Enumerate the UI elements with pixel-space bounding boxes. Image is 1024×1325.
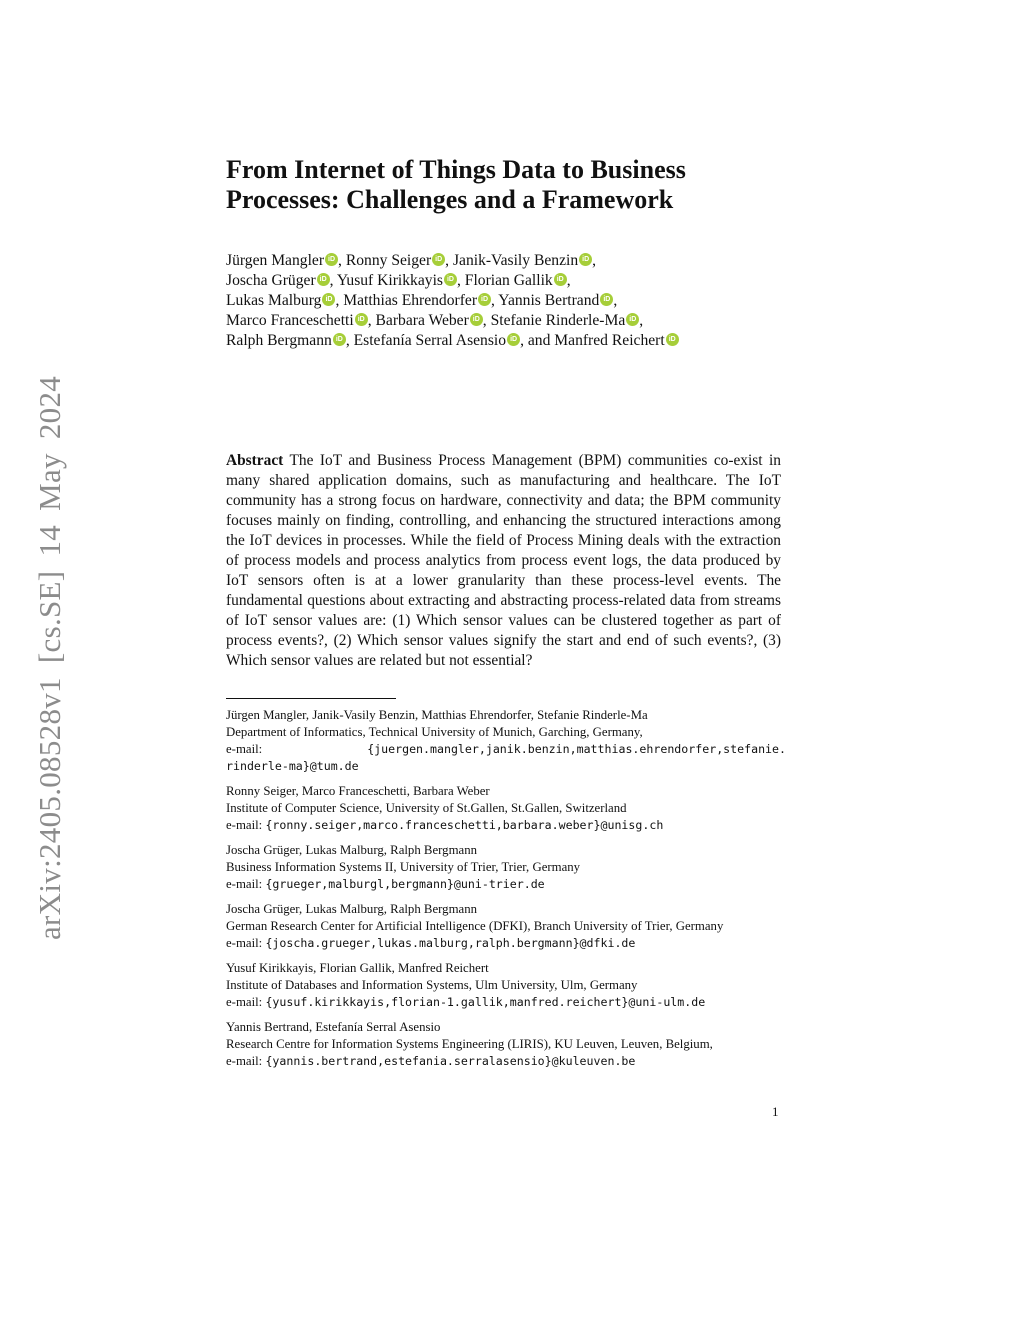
author-name: Joscha Grüger [226, 272, 316, 289]
author-name: Ralph Bergmann [226, 332, 332, 349]
affiliation-institution: Institute of Computer Science, University of St.Gallen, St.Gallen, Switzerland [226, 801, 627, 815]
email-address[interactable]: {joscha.grueger,lukas.malburg,ralph.bergmann}@dfki.de [265, 936, 636, 950]
author-separator: , and [520, 332, 555, 349]
orcid-icon[interactable]: iD [432, 253, 445, 266]
email-label: e-mail: [226, 818, 263, 832]
orcid-icon[interactable]: iD [507, 333, 520, 346]
abstract-heading: Abstract [226, 452, 284, 469]
author-line [226, 311, 786, 331]
author-separator: , [592, 252, 597, 269]
email-address[interactable]: {yannis.bertrand,estefania.serralasensio}@kuleuven.be [265, 1054, 636, 1068]
affiliation-institution: Department of Informatics, Technical University of Munich, Garching, Germany, [226, 725, 643, 739]
author-name: Yannis Bertrand [498, 292, 600, 309]
author-line [226, 271, 786, 291]
affiliation-block [226, 960, 786, 1011]
author-separator: , [345, 332, 354, 349]
orcid-icon[interactable]: iD [554, 273, 567, 286]
affiliation-block [226, 842, 786, 893]
paper-title [226, 155, 786, 215]
affiliation-block [226, 783, 786, 834]
email-label: e-mail: [226, 936, 263, 950]
orcid-icon[interactable]: iD [626, 313, 639, 326]
orcid-icon[interactable]: iD [322, 293, 335, 306]
email-label: e-mail: [226, 742, 263, 756]
author-separator: , [613, 292, 618, 309]
abstract [226, 451, 781, 671]
affiliation-institution: Institute of Databases and Information Systems, Ulm University, Ulm, Germany [226, 978, 638, 992]
affiliation-email-line [226, 1053, 786, 1070]
author-separator: , [329, 272, 337, 289]
orcid-icon[interactable]: iD [333, 333, 346, 346]
author-name: Janik-Vasily Benzin [452, 252, 579, 269]
author-separator: , [491, 292, 499, 309]
author-name: Barbara Weber [375, 312, 469, 329]
orcid-icon[interactable]: iD [470, 313, 483, 326]
footnote-divider [226, 698, 396, 699]
author-name: Marco Franceschetti [226, 312, 354, 329]
affiliation-email-line [226, 741, 786, 758]
page-number: 1 [772, 1104, 779, 1119]
affiliation-block [226, 901, 786, 952]
orcid-icon[interactable]: iD [317, 273, 330, 286]
author-separator: , [456, 272, 465, 289]
author-line [226, 251, 786, 271]
email-address[interactable]: {ronny.seiger,marco.franceschetti,barbara.weber}@unisg.ch [265, 818, 664, 832]
email-address[interactable]: {juergen.mangler,janik.benzin,matthias.ehrendorfer,stefanie. [367, 742, 786, 756]
author-separator: , [482, 312, 491, 329]
author-separator: , [367, 312, 376, 329]
author-name: Matthias Ehrendorfer [343, 292, 478, 309]
orcid-icon[interactable]: iD [666, 333, 679, 346]
affiliation-names: Ronny Seiger, Marco Franceschetti, Barbara Weber [226, 784, 490, 798]
affiliation-email-line [226, 817, 786, 834]
author-name: Yusuf Kirikkayis [336, 272, 443, 289]
author-name: Estefanía Serral Asensio [353, 332, 507, 349]
author-list [226, 251, 786, 351]
affiliation-email-line [226, 935, 786, 952]
author-separator: , [639, 312, 644, 329]
author-name: Stefanie Rinderle-Ma [490, 312, 626, 329]
orcid-icon[interactable]: iD [355, 313, 368, 326]
affiliation-email-line [226, 876, 786, 893]
paper-title-line: From Internet of Things Data to Business [226, 155, 686, 184]
affiliation-block [226, 1019, 786, 1070]
orcid-icon[interactable]: iD [325, 253, 338, 266]
author-name: Manfred Reichert [554, 332, 665, 349]
orcid-icon[interactable]: iD [444, 273, 457, 286]
email-label: e-mail: [226, 1054, 263, 1068]
orcid-icon[interactable]: iD [579, 253, 592, 266]
affiliation-names: Yannis Bertrand, Estefanía Serral Asensio [226, 1020, 441, 1034]
email-address[interactable]: {grueger,malburgl,bergmann}@uni-trier.de [265, 877, 545, 891]
affiliation-names: Yusuf Kirikkayis, Florian Gallik, Manfred Reichert [226, 961, 489, 975]
author-name: Florian Gallik [464, 272, 553, 289]
affiliation-names: Joscha Grüger, Lukas Malburg, Ralph Bergmann [226, 902, 477, 916]
author-name: Ronny Seiger [345, 252, 432, 269]
author-separator: , [566, 272, 571, 289]
affiliation-block [226, 707, 786, 775]
arxiv-identifier-stamp: arXiv:2405.08528v1 [cs.SE] 14 May 2024 [32, 375, 67, 940]
author-separator: , [338, 252, 346, 269]
affiliation-email-line [226, 994, 786, 1011]
orcid-icon[interactable]: iD [478, 293, 491, 306]
email-address-continuation[interactable]: rinderle-ma}@tum.de [226, 759, 359, 773]
email-address[interactable]: {yusuf.kirikkayis,florian-1.gallik,manfred.reichert}@uni-ulm.de [265, 995, 706, 1009]
author-line [226, 331, 786, 351]
author-line [226, 291, 786, 311]
affiliation-names: Joscha Grüger, Lukas Malburg, Ralph Bergmann [226, 843, 477, 857]
affiliation-institution: Business Information Systems II, University of Trier, Trier, Germany [226, 860, 581, 874]
author-separator: , [445, 252, 453, 269]
affiliation-institution: Research Centre for Information Systems Engineering (LIRIS), KU Leuven, Leuven, Belgium, [226, 1037, 713, 1051]
affiliation-names: Jürgen Mangler, Janik-Vasily Benzin, Matthias Ehrendorfer, Stefanie Rinderle-Ma [226, 708, 648, 722]
paper-title-line: Processes: Challenges and a Framework [226, 185, 674, 214]
affiliation-institution: German Research Center for Artificial Intelligence (DFKI), Branch University of Trier, Germany [226, 919, 724, 933]
email-label: e-mail: [226, 995, 263, 1009]
orcid-icon[interactable]: iD [600, 293, 613, 306]
email-label: e-mail: [226, 877, 263, 891]
author-name: Lukas Malburg [226, 292, 322, 309]
author-separator: , [335, 292, 344, 309]
abstract-text: The IoT and Business Process Management (BPM) communities co-exist in many shared application domains, such as manufacturing and healthcare. The IoT community has a strong focus on hardware, connectivity and data; the BPM community focuses mainly on finding, controlling, and enhancing the structured interactions among the IoT devices in processes. While the field of Process Mining deals with the extraction of process models and process analytics from process event logs, the data produced by IoT sensors often is at a lower granularity than these process-level events. The fundamental questions about extracting and abstracting process-related data from streams of IoT sensor values are: (1) Which sensor values can be clustered together as part of process events?, (2) Which sensor values signify the start and end of such events?, (3) Which sensor values are related but not essential? [226, 452, 781, 669]
author-name: Jürgen Mangler [226, 252, 325, 269]
affiliation-footnotes [226, 707, 786, 1078]
